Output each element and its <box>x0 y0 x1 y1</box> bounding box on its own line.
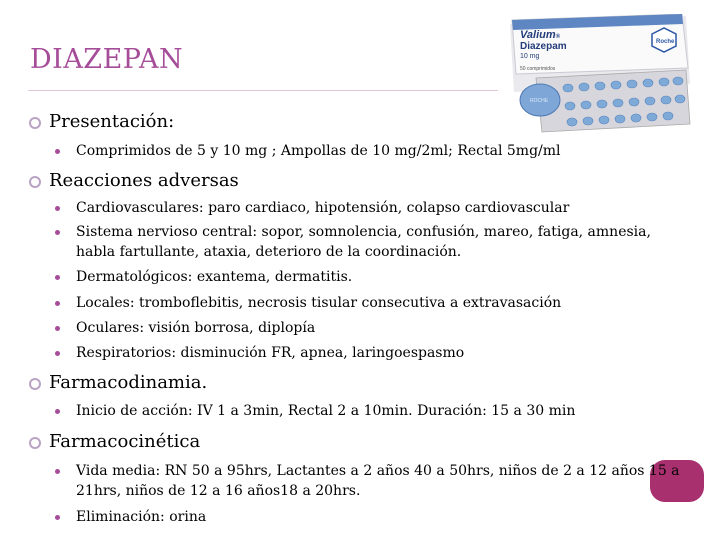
bullet-dot-icon <box>55 469 60 474</box>
bullet-dot-icon <box>55 409 60 414</box>
bullet-dot-icon <box>55 230 60 235</box>
bullet-dot-icon <box>55 351 60 356</box>
bullet-dot-icon <box>55 149 60 154</box>
bullet-ring-icon <box>29 378 41 390</box>
box-name: Diazepam <box>520 41 567 52</box>
roche-logo-text: Roche <box>656 39 675 45</box>
box-count: 50 comprimidos <box>520 66 556 72</box>
box-dose: 10 mg <box>520 53 540 60</box>
box-brand: Valium® <box>520 29 561 41</box>
bullet-dot-icon <box>55 206 60 211</box>
bullet-ring-icon <box>29 117 41 129</box>
bullet-dot-icon <box>55 326 60 331</box>
title-divider <box>28 90 498 91</box>
slide-title: DIAZEPAN <box>30 44 184 75</box>
bullet-dot-icon <box>55 515 60 520</box>
bullet-dot-icon <box>55 301 60 306</box>
bullet-ring-icon <box>29 176 41 188</box>
bullet-ring-icon <box>29 437 41 449</box>
pill-imprint: ROCHE <box>530 98 549 104</box>
product-photo <box>506 14 692 134</box>
bullet-dot-icon <box>55 275 60 280</box>
